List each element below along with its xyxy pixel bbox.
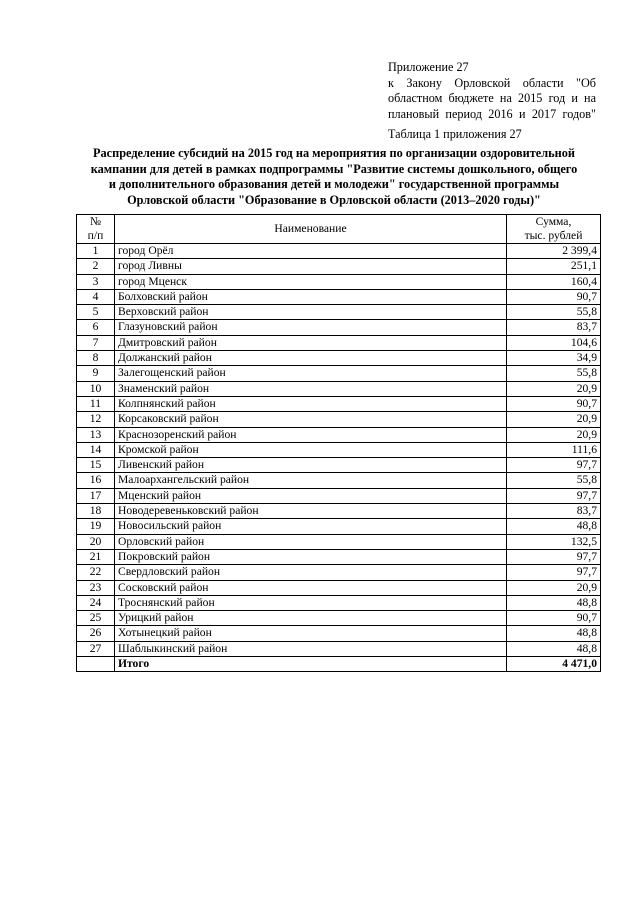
row-sum: 20,9 bbox=[507, 381, 601, 396]
table-row bbox=[77, 412, 601, 427]
row-sum: 2 399,4 bbox=[507, 244, 601, 259]
row-number: 13 bbox=[77, 427, 115, 442]
title-line: кампании для детей в рамках подпрограммы "Развитие системы дошкольного, общего bbox=[90, 161, 578, 176]
table-row bbox=[77, 565, 601, 580]
table-row bbox=[77, 626, 601, 641]
table-row bbox=[77, 259, 601, 274]
table-row bbox=[77, 534, 601, 549]
row-name: Болховский район bbox=[115, 289, 507, 304]
table-row bbox=[77, 320, 601, 335]
row-name: Орловский район bbox=[115, 534, 507, 549]
row-number: 8 bbox=[77, 351, 115, 366]
row-name: Мценский район bbox=[115, 488, 507, 503]
total-sum: 4 471,0 bbox=[507, 657, 601, 672]
table-row bbox=[77, 244, 601, 259]
row-number: 6 bbox=[77, 320, 115, 335]
table-row bbox=[77, 580, 601, 595]
row-name: Новодеревеньковский район bbox=[115, 504, 507, 519]
table-row bbox=[77, 549, 601, 564]
row-sum: 55,8 bbox=[507, 366, 601, 381]
row-number: 25 bbox=[77, 611, 115, 626]
table-row bbox=[77, 442, 601, 457]
table-row bbox=[77, 473, 601, 488]
row-number: 18 bbox=[77, 504, 115, 519]
row-number: 20 bbox=[77, 534, 115, 549]
row-number: 11 bbox=[77, 396, 115, 411]
appendix-number: Приложение 27 bbox=[388, 60, 469, 74]
row-sum: 97,7 bbox=[507, 458, 601, 473]
header-number bbox=[77, 215, 115, 244]
row-number: 26 bbox=[77, 626, 115, 641]
row-number: 10 bbox=[77, 381, 115, 396]
row-sum: 55,8 bbox=[507, 305, 601, 320]
table-row bbox=[77, 381, 601, 396]
row-sum: 48,8 bbox=[507, 641, 601, 656]
row-number: 27 bbox=[77, 641, 115, 656]
row-sum: 48,8 bbox=[507, 519, 601, 534]
header-number-line-1: № bbox=[89, 215, 102, 228]
table-row bbox=[77, 289, 601, 304]
row-name: Ливенский район bbox=[115, 458, 507, 473]
row-number: 19 bbox=[77, 519, 115, 534]
row-number: 5 bbox=[77, 305, 115, 320]
row-name: Залегощенский район bbox=[115, 366, 507, 381]
row-name: Сосковский район bbox=[115, 580, 507, 595]
table-row bbox=[77, 351, 601, 366]
row-number: 15 bbox=[77, 458, 115, 473]
row-sum: 20,9 bbox=[507, 580, 601, 595]
row-name: Новосильский район bbox=[115, 519, 507, 534]
table-row bbox=[77, 595, 601, 610]
table-header-row bbox=[77, 215, 601, 244]
appendix-law-line-2: областном бюджете на 2015 год и на bbox=[388, 91, 596, 106]
row-sum: 90,7 bbox=[507, 289, 601, 304]
row-number: 22 bbox=[77, 565, 115, 580]
table-row bbox=[77, 396, 601, 411]
row-number: 14 bbox=[77, 442, 115, 457]
row-name: Малоархангельский район bbox=[115, 473, 507, 488]
row-number: 9 bbox=[77, 366, 115, 381]
table-row bbox=[77, 335, 601, 350]
table-row bbox=[77, 366, 601, 381]
appendix-table-ref: Таблица 1 приложения 27 bbox=[388, 127, 522, 142]
row-name: город Орёл bbox=[115, 244, 507, 259]
table-row bbox=[77, 504, 601, 519]
total-row bbox=[77, 657, 601, 672]
row-number: 21 bbox=[77, 549, 115, 564]
row-name: Троснянский район bbox=[115, 595, 507, 610]
row-number: 24 bbox=[77, 595, 115, 610]
row-number: 2 bbox=[77, 259, 115, 274]
table-body bbox=[77, 244, 601, 657]
row-name: Свердловский район bbox=[115, 565, 507, 580]
row-number: 4 bbox=[77, 289, 115, 304]
row-sum: 160,4 bbox=[507, 274, 601, 289]
row-sum: 97,7 bbox=[507, 488, 601, 503]
row-name: Покровский район bbox=[115, 549, 507, 564]
header-sum-line-2: тыс. рублей bbox=[524, 229, 583, 242]
appendix-law-line-1: к Закону Орловской области "Об bbox=[388, 75, 596, 90]
title-line: Распределение субсидий на 2015 год на мероприятия по организации оздоровительной bbox=[93, 146, 575, 160]
table-row bbox=[77, 427, 601, 442]
row-sum: 97,7 bbox=[507, 565, 601, 580]
header-name: Наименование bbox=[115, 215, 507, 244]
row-name: Шаблыкинский район bbox=[115, 641, 507, 656]
row-sum: 20,9 bbox=[507, 427, 601, 442]
table-row bbox=[77, 305, 601, 320]
row-number: 3 bbox=[77, 274, 115, 289]
subsidy-table bbox=[76, 214, 601, 672]
row-number: 1 bbox=[77, 244, 115, 259]
table-row bbox=[77, 458, 601, 473]
row-sum: 90,7 bbox=[507, 611, 601, 626]
row-name: Корсаковский район bbox=[115, 412, 507, 427]
row-sum: 111,6 bbox=[507, 442, 601, 457]
row-number: 12 bbox=[77, 412, 115, 427]
row-name: Кромской район bbox=[115, 442, 507, 457]
row-sum: 55,8 bbox=[507, 473, 601, 488]
header-sum bbox=[507, 215, 601, 244]
row-name: город Ливны bbox=[115, 259, 507, 274]
row-sum: 97,7 bbox=[507, 549, 601, 564]
row-sum: 20,9 bbox=[507, 412, 601, 427]
row-sum: 34,9 bbox=[507, 351, 601, 366]
row-name: Хотынецкий район bbox=[115, 626, 507, 641]
table-row bbox=[77, 488, 601, 503]
table-row bbox=[77, 519, 601, 534]
row-sum: 48,8 bbox=[507, 626, 601, 641]
row-sum: 90,7 bbox=[507, 396, 601, 411]
total-label: Итого bbox=[115, 657, 507, 672]
row-number: 17 bbox=[77, 488, 115, 503]
row-name: Должанский район bbox=[115, 351, 507, 366]
title-line: и дополнительного образования детей и молодежи" государственной программы bbox=[108, 177, 560, 191]
row-name: Верховский район bbox=[115, 305, 507, 320]
row-sum: 104,6 bbox=[507, 335, 601, 350]
row-name: Знаменский район bbox=[115, 381, 507, 396]
header-sum-line-1: Сумма, bbox=[535, 215, 572, 228]
row-sum: 48,8 bbox=[507, 595, 601, 610]
row-name: Глазуновский район bbox=[115, 320, 507, 335]
row-name: город Мценск bbox=[115, 274, 507, 289]
table-row bbox=[77, 611, 601, 626]
table-row bbox=[77, 641, 601, 656]
row-sum: 83,7 bbox=[507, 320, 601, 335]
row-sum: 251,1 bbox=[507, 259, 601, 274]
title-line: Орловской области "Образование в Орловской области (2013–2020 годы)" bbox=[127, 192, 541, 207]
row-name: Урицкий район bbox=[115, 611, 507, 626]
total-number-cell bbox=[77, 657, 115, 672]
table-row bbox=[77, 274, 601, 289]
row-sum: 132,5 bbox=[507, 534, 601, 549]
row-number: 23 bbox=[77, 580, 115, 595]
row-number: 7 bbox=[77, 335, 115, 350]
row-number: 16 bbox=[77, 473, 115, 488]
document-title bbox=[60, 146, 608, 208]
row-name: Краснозоренский район bbox=[115, 427, 507, 442]
row-name: Дмитровский район bbox=[115, 335, 507, 350]
row-name: Колпнянский район bbox=[115, 396, 507, 411]
appendix-header bbox=[388, 60, 596, 143]
header-number-line-2: п/п bbox=[87, 229, 104, 242]
row-sum: 83,7 bbox=[507, 504, 601, 519]
appendix-law-line-3: плановый период 2016 и 2017 годов" bbox=[388, 106, 596, 121]
